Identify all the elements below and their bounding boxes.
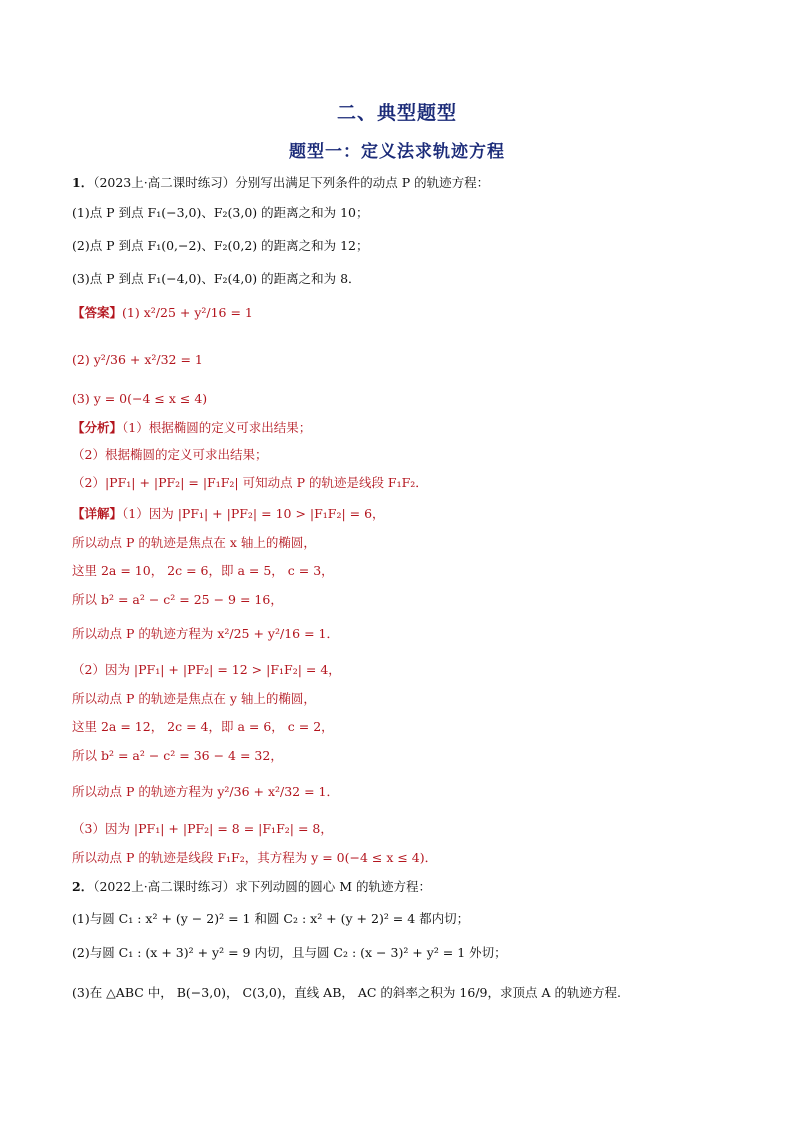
answer-1-equation: x²/25 + y²/16 = 1 (143, 305, 253, 320)
question-1-part-2: (2)点 P 到点 F₁(0,−2)、F₂(0,2) 的距离之和为 12； (72, 238, 369, 253)
question-source: （2023上·高二课时练习） (93, 175, 236, 190)
answer-line-2 (72, 352, 752, 368)
subsection-title: 题型一：定义法求轨迹方程 (289, 142, 505, 162)
question-text: 分别写出满足下列条件的动点 P 的轨迹方程： (235, 175, 490, 190)
detail-line-11: （3）因为 |PF₁| + |PF₂| = 8 = |F₁F₂| = 8， (72, 821, 333, 836)
detail-line-12: 所以动点 P 的轨迹是线段 F₁F₂，其方程为 y = 0(−4 ≤ x ≤ 4)． (72, 850, 438, 865)
question-2-part-1: (1)与圆 C₁ : x² + (y − 2)² = 1 和圆 C₂ : x² + (y + 2)² = 4 都内切； (72, 911, 470, 926)
question-source: （2022上·高二课时练习） (93, 879, 236, 894)
detail-line-6: （2）因为 |PF₁| + |PF₂| = 12 > |F₁F₂| = 4， (72, 662, 341, 677)
answer-2-equation: y²/36 + x²/32 = 1 (93, 352, 203, 367)
question-number: 2． (72, 879, 94, 894)
answer-tag: 【答案】 (72, 305, 123, 320)
answer-line-3 (72, 391, 752, 407)
detail-tag: 【详解】 (72, 506, 123, 521)
analysis-line-1 (72, 420, 752, 436)
detail-line-3: 这里 2a = 10， 2c = 6，即 a = 5， c = 3， (72, 563, 334, 578)
question-1 (72, 175, 752, 191)
answer-1-label: (1) (122, 305, 140, 320)
detail-line-5: 所以动点 P 的轨迹方程为 x²/25 + y²/16 = 1． (72, 626, 339, 641)
detail-line-4: 所以 b² = a² − c² = 25 − 9 = 16， (72, 592, 283, 607)
question-number: 1． (72, 175, 94, 190)
analysis-text-1: （1）根据椭圆的定义可求出结果； (122, 420, 312, 435)
detail-line-1 (72, 506, 752, 522)
analysis-line-3: （2）|PF₁| + |PF₂| = |F₁F₂| 可知动点 P 的轨迹是线段 F₁F₂． (72, 475, 428, 490)
detail-line-8: 这里 2a = 12， 2c = 4，即 a = 6， c = 2， (72, 719, 334, 734)
question-text: 求下列动圆的圆心 M 的轨迹方程： (235, 879, 431, 894)
detail-line-2: 所以动点 P 的轨迹是焦点在 x 轴上的椭圆， (72, 535, 316, 550)
question-2-part-3: (3)在 △ABC 中， B(−3,0)， C(3,0)，直线 AB， AC 的斜率之积为 16/9，求顶点 A 的轨迹方程. (72, 985, 621, 1000)
detail-line-9: 所以 b² = a² − c² = 36 − 4 = 32， (72, 748, 283, 763)
answer-3-equation: y = 0(−4 ≤ x ≤ 4) (93, 391, 208, 406)
question-2 (72, 879, 752, 895)
detail-line-7: 所以动点 P 的轨迹是焦点在 y 轴上的椭圆， (72, 691, 316, 706)
question-2-part-2: (2)与圆 C₁ : (x + 3)² + y² = 9 内切，且与圆 C₂ : (x − 3)² + y² = 1 外切； (72, 945, 507, 960)
answer-2-label: (2) (72, 352, 90, 367)
answer-3-label: (3) (72, 391, 90, 406)
section-title: 二、典型题型 (336, 102, 457, 124)
detail-line-10: 所以动点 P 的轨迹方程为 y²/36 + x²/32 = 1． (72, 784, 339, 799)
question-1-part-3: (3)点 P 到点 F₁(−4,0)、F₂(4,0) 的距离之和为 8． (72, 271, 361, 286)
question-1-part-1: (1)点 P 到点 F₁(−3,0)、F₂(3,0) 的距离之和为 10； (72, 205, 369, 220)
analysis-line-2: （2）根据椭圆的定义可求出结果； (72, 447, 268, 462)
detail-text-1: （1）因为 |PF₁| + |PF₂| = 10 > |F₁F₂| = 6， (122, 506, 385, 521)
answer-line-1 (72, 305, 752, 321)
analysis-tag: 【分析】 (72, 420, 123, 435)
